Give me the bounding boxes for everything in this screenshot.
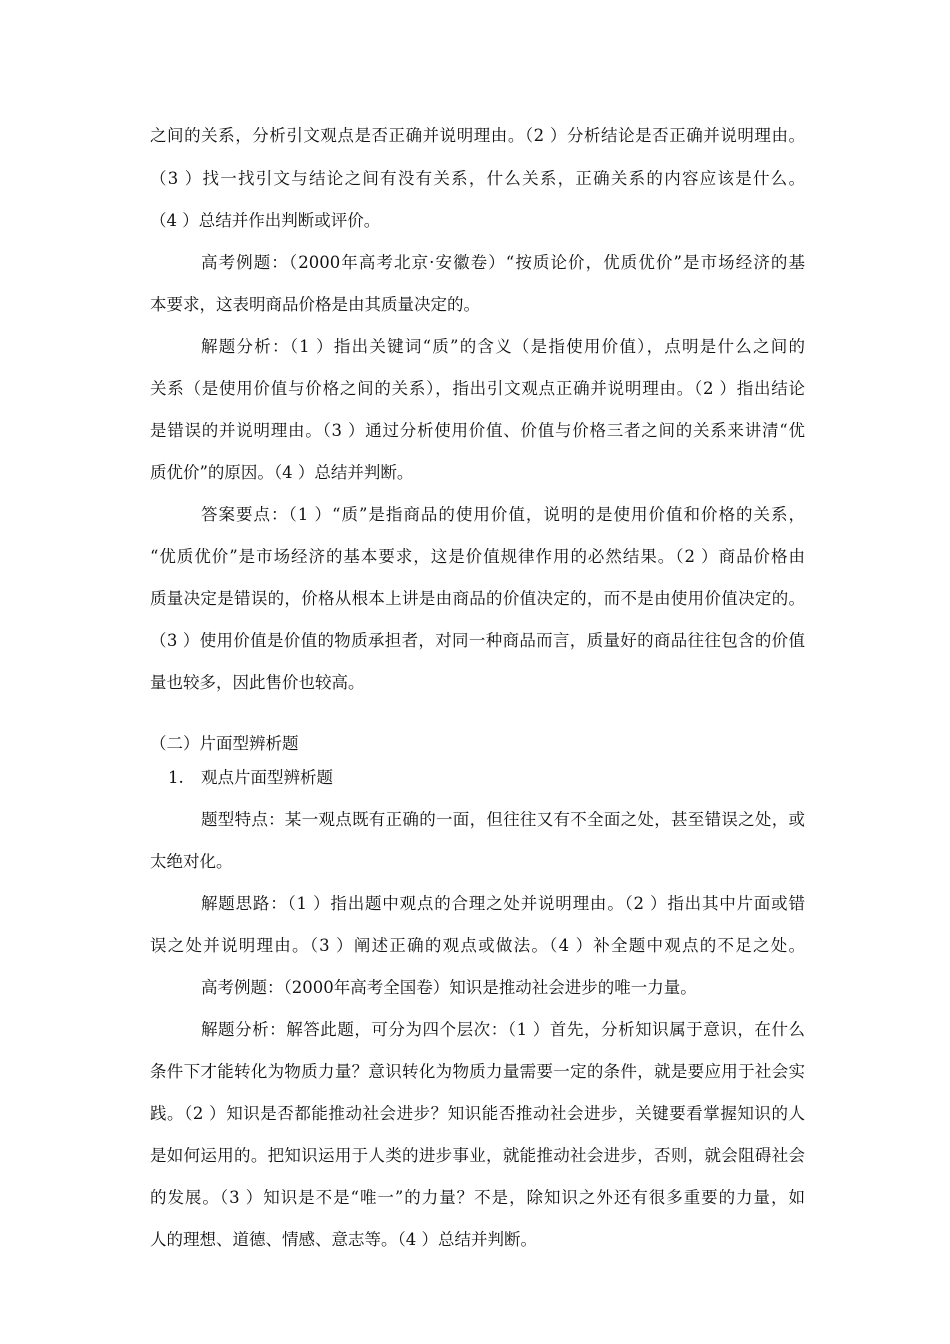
text-line: 太绝对化。 <box>150 852 233 871</box>
text-line: 的发展。（3 ）知识是不是“唯一”的力量？不是，除知识之外还有很多重要的力量，如 <box>150 1188 805 1207</box>
text-line: 题型特点：某一观点既有正确的一面，但往往又有不全面之处，甚至错误之处，或 <box>201 810 805 829</box>
text-line: 条件下才能转化为物质力量？意识转化为物质力量需要一定的条件，就是要应用于社会实 <box>150 1062 805 1081</box>
text-line: 是错误的并说明理由。（3 ）通过分析使用价值、价值与价格三者之间的关系来讲清“优 <box>150 421 805 440</box>
text-line: 之间的关系，分析引文观点是否正确并说明理由。（2 ）分析结论是否正确并说明理由。 <box>150 126 805 145</box>
subsection-heading: 观点片面型辨析题 <box>201 768 333 787</box>
text-line: 关系（是使用价值与价格之间的关系），指出引文观点正确并说明理由。（2 ）指出结论 <box>150 379 805 398</box>
text-line: 量也较多，因此售价也较高。 <box>150 673 365 692</box>
text-line: 解题分析：（1 ）指出关键词“质”的含义（是指使用价值），点明是什么之间的 <box>201 337 805 356</box>
text-line: 解题分析：解答此题，可分为四个层次：（1 ）首先，分析知识属于意识，在什么 <box>201 1020 805 1039</box>
text-line: 答案要点：（1 ）“质”是指商品的使用价值，说明的是使用价值和价格的关系， <box>201 505 805 524</box>
text-line: 践。（2 ）知识是否都能推动社会进步？知识能否推动社会进步，关键要看掌握知识的人 <box>150 1104 805 1123</box>
text-line: “优质优价”是市场经济的基本要求，这是价值规律作用的必然结果。（2 ）商品价格由 <box>150 547 805 566</box>
section-heading: （二）片面型辨析题 <box>150 734 299 753</box>
text-line: 本要求，这表明商品价格是由其质量决定的。 <box>150 295 480 314</box>
text-line: 质量决定是错误的，价格从根本上讲是由商品的价值决定的，而不是由使用价值决定的。 <box>150 589 805 608</box>
list-number: 1. <box>168 768 184 787</box>
text-line: 质优价”的原因。（4 ）总结并判断。 <box>150 463 414 482</box>
text-line: 高考例题：（2000年高考全国卷）知识是推动社会进步的唯一力量。 <box>201 978 697 997</box>
text-line: 误之处并说明理由。（3 ）阐述正确的观点或做法。（4 ）补全题中观点的不足之处。 <box>150 936 805 955</box>
text-line: 解题思路：（1 ）指出题中观点的合理之处并说明理由。（2 ）指出其中片面或错 <box>201 894 805 913</box>
text-line: 是如何运用的。把知识运用于人类的进步事业，就能推动社会进步，否则，就会阻碍社会 <box>150 1146 805 1165</box>
text-line: 高考例题：（2000年高考北京·安徽卷）“按质论价，优质优价”是市场经济的基 <box>201 253 805 272</box>
text-line: （3 ）使用价值是价值的物质承担者，对同一种商品而言，质量好的商品往往包含的价值 <box>150 631 805 650</box>
text-line: 人的理想、道德、情感、意志等。（4 ）总结并判断。 <box>150 1230 537 1249</box>
text-line: （4 ）总结并作出判断或评价。 <box>150 211 381 230</box>
text-line: （3 ）找一找引文与结论之间有没有关系，什么关系，正确关系的内容应该是什么。 <box>150 169 805 188</box>
